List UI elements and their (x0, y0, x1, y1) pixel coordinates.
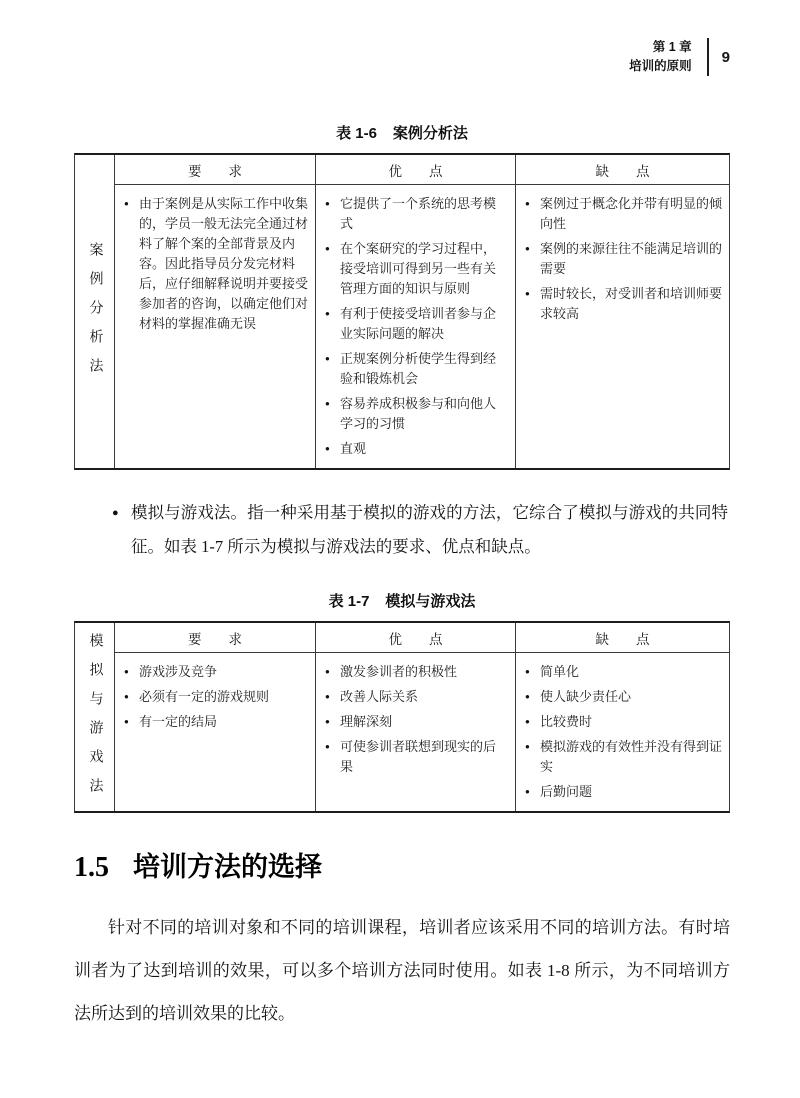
header-divider (707, 38, 709, 76)
caption-title: 案例分析法 (392, 125, 468, 142)
list-item (525, 662, 722, 682)
requirements-list (115, 185, 315, 343)
cell-requirements (115, 653, 315, 811)
table-1-7 (74, 621, 730, 813)
column-header-requirements: 要 求 (115, 623, 315, 653)
list-item-text: 使人缺少责任心 (540, 689, 632, 704)
list-item (325, 394, 508, 434)
caption-label: 表 1-7 (328, 593, 370, 610)
list-item-text: 需时较长，对受训者和培训师要求较高 (540, 286, 723, 321)
list-item-text: 模拟游戏的有效性并没有得到证实 (540, 739, 723, 774)
list-item (525, 712, 722, 732)
column-header-advantages: 优 点 (315, 623, 515, 653)
list-item (525, 284, 722, 324)
column-header-requirements: 要 求 (115, 155, 315, 185)
table-1-6 (74, 153, 730, 470)
advantages-list (316, 653, 515, 786)
section-title: 培训方法的选择 (133, 852, 322, 882)
table-1-6-row-label-cell (75, 155, 115, 468)
table-1-7-row-label-cell (75, 623, 115, 811)
cell-advantages (315, 185, 515, 468)
list-item-text: 有利于使接受培训者参与企业实际问题的解决 (340, 306, 497, 341)
list-item (325, 737, 508, 777)
chapter-title: 培训的原则 (629, 59, 692, 73)
list-item-text: 改善人际关系 (340, 689, 419, 704)
list-item-text: 有一定的结局 (139, 714, 218, 729)
list-item-text: 后勤问题 (540, 784, 593, 799)
list-item (124, 662, 308, 682)
list-item-text: 案例过于概念化并带有明显的倾向性 (540, 196, 723, 231)
list-item (325, 662, 508, 682)
list-item (124, 194, 308, 334)
table-1-6-row-label: 案例分析法 (87, 242, 103, 387)
list-item (525, 737, 722, 777)
page-number: 9 (721, 48, 730, 66)
list-item-text: 由于案例是从实际工作中收集的，学员一般无法完全通过材料了解个案的全部背景及内容。因此指导员分发完材料后，应仔细解释说明并要接受参加者的咨询，以确定他们对材料的掌握准确无误 (139, 196, 309, 331)
table-1-6-grid (115, 155, 729, 468)
list-item (325, 194, 508, 234)
requirements-list (115, 653, 315, 741)
advantages-list (316, 185, 515, 468)
list-item (124, 712, 308, 732)
cell-advantages (315, 653, 515, 811)
list-item (525, 782, 722, 802)
table-1-6-caption (74, 122, 730, 143)
column-header-disadvantages: 缺 点 (515, 623, 729, 653)
list-item-text: 正规案例分析使学生得到经验和锻炼机会 (340, 351, 497, 386)
list-item-text: 理解深刻 (340, 714, 393, 729)
list-item-text: 直观 (340, 441, 367, 456)
cell-disadvantages (515, 185, 729, 468)
section-number: 1.5 (74, 852, 109, 883)
list-item (124, 687, 308, 707)
disadvantages-list (516, 653, 729, 811)
list-item (325, 712, 508, 732)
list-item-text: 激发参训者的积极性 (340, 664, 458, 679)
disadvantages-list (516, 185, 729, 333)
caption-title: 模拟与游戏法 (385, 593, 476, 610)
chapter-label: 第 1 章 (652, 40, 692, 54)
table-1-7-caption (74, 590, 730, 611)
cell-disadvantages (515, 653, 729, 811)
section-heading (74, 845, 730, 884)
header-meta (629, 38, 692, 76)
body-paragraph: 针对不同的培训对象和不同的培训课程，培训者应该采用不同的培训方法。有时培训者为了达到培训的效果，可以多个培训方法同时使用。如表 1-8 所示，为不同培训方法所达到的培训效果的比较。 (74, 918, 730, 1023)
list-item-text: 比较费时 (540, 714, 593, 729)
list-item-text: 在个案研究的学习过程中，接受培训可得到另一些有关管理方面的知识与原则 (340, 241, 497, 296)
list-item-text: 案例的来源往往不能满足培训的需要 (540, 241, 723, 276)
list-item (325, 349, 508, 389)
list-item (325, 687, 508, 707)
list-item (325, 304, 508, 344)
table-1-7-grid (115, 623, 729, 811)
list-item (325, 239, 508, 299)
list-item-text: 可使参训者联想到现实的后果 (340, 739, 497, 774)
table-1-7-row-label: 模拟与游戏法 (87, 633, 103, 807)
page-header (74, 34, 730, 80)
list-item (525, 239, 722, 279)
list-item-text: 容易养成积极参与和向他人学习的习惯 (340, 396, 497, 431)
list-item (525, 194, 722, 234)
column-header-advantages: 优 点 (315, 155, 515, 185)
column-header-disadvantages: 缺 点 (515, 155, 729, 185)
bullet-paragraph: ● 模拟与游戏法。指一种采用基于模拟的游戏的方法，它综合了模拟与游戏的共同特征。如表 1-7 所示为模拟与游戏法的要求、优点和缺点。 (74, 496, 730, 564)
cell-requirements (115, 185, 315, 468)
list-item-text: 游戏涉及竞争 (139, 664, 218, 679)
caption-label: 表 1-6 (336, 125, 377, 142)
list-item-text: 它提供了一个系统的思考模式 (340, 196, 497, 231)
list-item-text: 简单化 (540, 664, 580, 679)
list-item (325, 439, 508, 459)
list-item (525, 687, 722, 707)
list-item-text: 必须有一定的游戏规则 (139, 689, 270, 704)
